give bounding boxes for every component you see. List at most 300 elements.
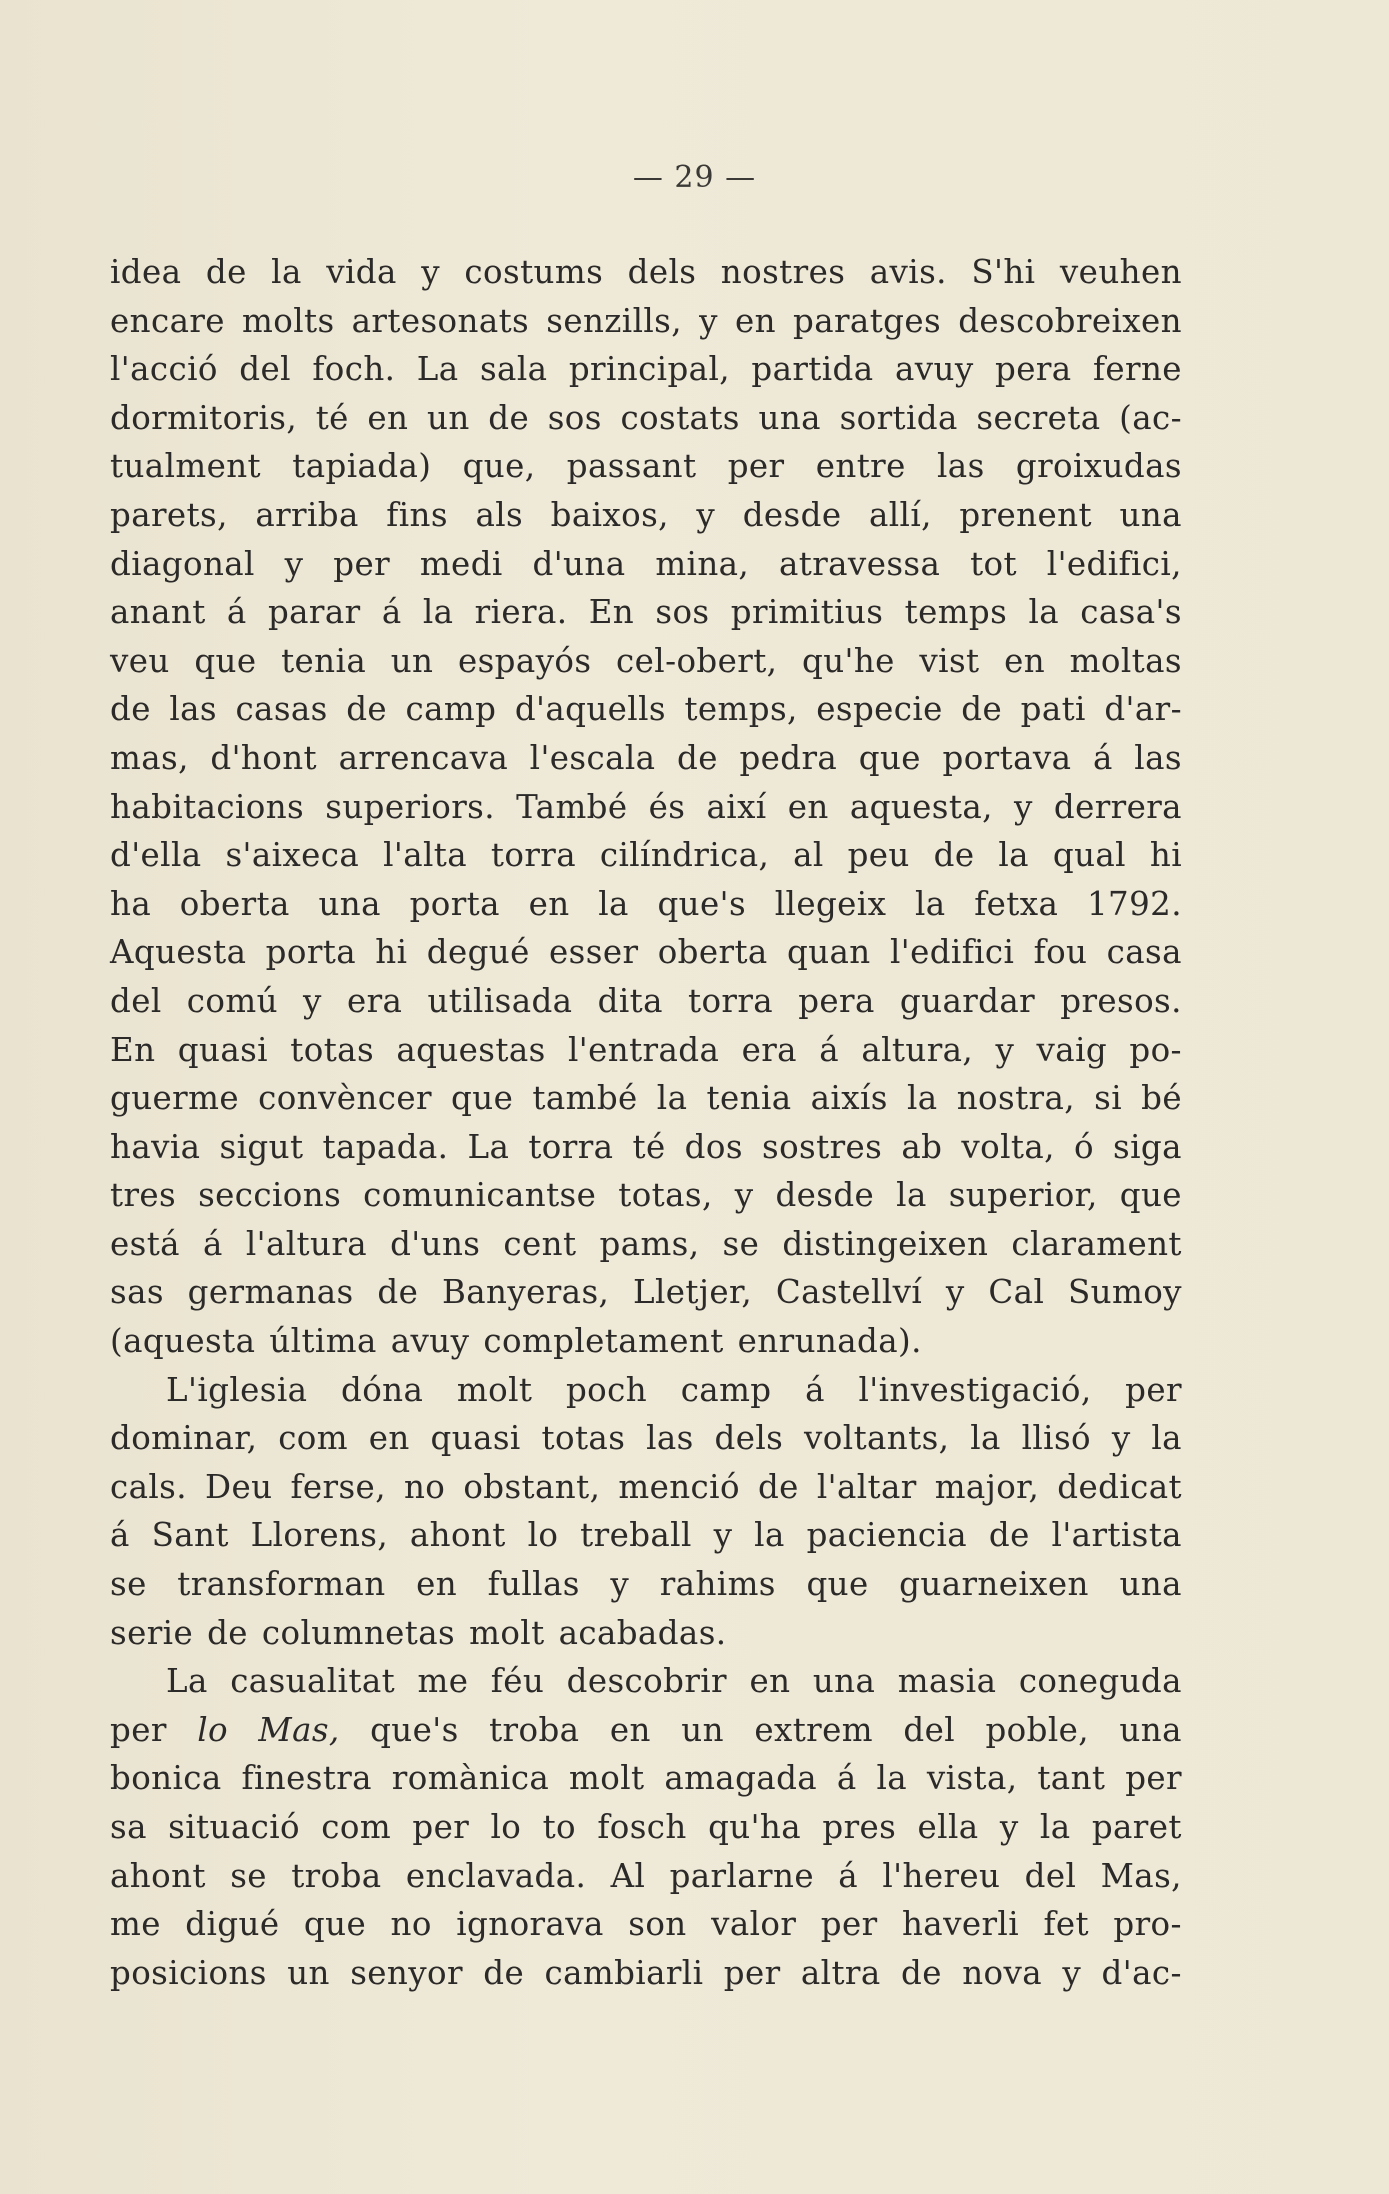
text-line: [110, 1026, 1182, 1075]
word: de: [488, 398, 530, 437]
word: bé: [1141, 1079, 1182, 1118]
word: de: [346, 690, 388, 729]
text-line: [110, 1317, 1182, 1366]
word: está: [110, 1224, 180, 1263]
word: un: [287, 1953, 330, 1992]
word: de: [377, 1273, 419, 1312]
word: á: [819, 1030, 840, 1069]
word: peu: [847, 836, 910, 875]
word: po-: [1129, 1030, 1182, 1069]
word: de: [110, 690, 151, 729]
word: aquestas: [396, 1030, 546, 1069]
word: la: [656, 1079, 688, 1118]
word: sigut: [219, 1127, 304, 1166]
text-line: [110, 1949, 1182, 1998]
text-line: [110, 1900, 1182, 1949]
word: per: [1125, 1370, 1182, 1409]
word: to: [542, 1808, 577, 1846]
word: en: [528, 884, 570, 923]
word: principal,: [568, 350, 730, 389]
word: á: [836, 1759, 857, 1798]
text-line: [110, 588, 1182, 637]
word: allí,: [868, 495, 932, 534]
word: així: [706, 787, 767, 826]
word: pera: [995, 350, 1072, 389]
word: idea: [110, 253, 182, 291]
text-line: [110, 977, 1182, 1026]
word: y: [421, 253, 440, 291]
word: columnetas: [261, 1613, 456, 1652]
word: y: [734, 1176, 754, 1215]
word: l'edifici,: [1046, 544, 1182, 583]
word: moltas: [1069, 641, 1182, 680]
word: convèncer: [258, 1079, 432, 1118]
word: á: [110, 1516, 130, 1555]
word: ha: [110, 884, 152, 923]
word: Sumoy: [1067, 1273, 1182, 1312]
word: tualment: [110, 447, 262, 486]
word: fou: [1033, 933, 1088, 972]
word: Mas,: [1100, 1856, 1182, 1895]
word: guarneixen: [899, 1565, 1089, 1604]
text-line: [110, 442, 1182, 491]
word: l'entrada: [568, 1030, 720, 1069]
word: una: [1119, 1565, 1182, 1604]
word: en: [367, 398, 409, 437]
word: llegeix: [774, 884, 887, 923]
word: veu: [110, 641, 170, 680]
word: presos.: [1060, 981, 1182, 1020]
word: la: [896, 1176, 927, 1215]
word: l'escala: [529, 738, 656, 777]
word: la: [422, 593, 454, 632]
word: ahont: [409, 1516, 506, 1555]
word: altura,: [861, 1030, 974, 1069]
word: acabadas.: [558, 1613, 727, 1652]
word: de: [933, 836, 975, 875]
word: La: [166, 1662, 208, 1701]
word: una: [1119, 1710, 1182, 1749]
word: quasi: [430, 1419, 521, 1458]
word: d'aquells: [514, 690, 666, 729]
word: amagada: [664, 1759, 818, 1798]
word: pera: [798, 981, 875, 1020]
word: d'ac-: [1101, 1953, 1182, 1992]
word: nostra,: [956, 1079, 1075, 1118]
word: per: [723, 1953, 781, 1992]
word: l'altura: [245, 1224, 368, 1263]
word: dominar,: [110, 1419, 258, 1458]
word: posicions: [110, 1953, 267, 1992]
word: nostres: [720, 253, 846, 291]
word: passant: [566, 447, 697, 486]
word: completament: [483, 1322, 724, 1361]
word: á: [203, 1224, 223, 1263]
word: rahims: [659, 1565, 776, 1604]
word: del: [1024, 1856, 1077, 1895]
word: serie: [110, 1613, 194, 1652]
word: d'hont: [210, 738, 318, 777]
word: y: [1111, 1419, 1131, 1458]
word: qual: [1052, 836, 1126, 875]
word: poch: [565, 1370, 648, 1409]
word: té: [632, 1127, 666, 1166]
word: del: [903, 1710, 956, 1749]
word: dos: [684, 1127, 743, 1166]
word: desde: [742, 495, 842, 534]
word: cent: [503, 1224, 577, 1263]
word: en: [416, 1565, 458, 1604]
text-line: [110, 1609, 1182, 1658]
word: de: [483, 1953, 525, 1992]
word: molt: [469, 1613, 545, 1652]
word: l'acció: [110, 350, 218, 389]
word: que's: [370, 1710, 459, 1749]
word: á: [805, 1370, 825, 1409]
word: un: [426, 398, 470, 437]
word: digué: [185, 1905, 280, 1944]
word: comunicantse: [363, 1176, 597, 1215]
word: secreta: [976, 398, 1101, 437]
word: de: [207, 1613, 248, 1652]
word: especie: [816, 690, 943, 729]
text-line: [110, 637, 1182, 686]
word: voltants,: [804, 1419, 950, 1458]
word: porta: [409, 884, 500, 923]
word: guardar: [899, 981, 1036, 1020]
word: fet: [1043, 1905, 1089, 1944]
word: dedicat: [1057, 1467, 1182, 1506]
word: la: [970, 1419, 1001, 1458]
word: una: [1119, 495, 1182, 534]
word: tenia: [706, 1079, 792, 1118]
word: Sant: [151, 1516, 229, 1555]
word: lo: [197, 1710, 228, 1749]
word: no: [390, 1905, 432, 1944]
word: poble,: [985, 1710, 1089, 1749]
word: que,: [462, 447, 536, 486]
word: guerme: [110, 1079, 239, 1118]
word: groixudas: [1015, 447, 1182, 486]
word: que: [451, 1079, 514, 1118]
word: descobreixen: [958, 301, 1182, 340]
word: sostres: [762, 1127, 883, 1166]
word: y: [1062, 1953, 1082, 1992]
word: en: [749, 1662, 791, 1701]
word: dita: [597, 981, 663, 1020]
word: una: [812, 1662, 876, 1701]
word: molt: [456, 1370, 533, 1409]
word: las: [1134, 738, 1182, 777]
word: pedra: [739, 738, 838, 777]
word: menció: [618, 1467, 740, 1506]
word: son: [628, 1905, 687, 1944]
word: Mas,: [258, 1710, 340, 1749]
word: tapiada): [292, 447, 432, 486]
word: En: [588, 593, 635, 632]
word: valor: [711, 1905, 797, 1944]
word: cals.: [110, 1467, 187, 1506]
word: que: [303, 1905, 367, 1944]
word: torra: [490, 836, 576, 875]
word: haverli: [901, 1905, 1019, 1944]
word: la: [754, 1516, 785, 1555]
text-line: [110, 1754, 1182, 1803]
word: fosch: [597, 1808, 687, 1846]
word: costats: [620, 398, 740, 437]
text-line: [110, 1657, 1182, 1706]
word: altra: [800, 1953, 881, 1992]
word: ferne: [1092, 350, 1182, 389]
word: clarament: [1011, 1224, 1182, 1263]
word: Banyeras,: [441, 1273, 610, 1312]
word: torra: [528, 1127, 614, 1166]
word: nova: [962, 1953, 1043, 1992]
word: vist: [919, 641, 980, 680]
word: l'investigació,: [858, 1370, 1092, 1409]
word: avis.: [869, 253, 947, 291]
word: S'hi: [971, 253, 1036, 291]
word: major,: [934, 1467, 1040, 1506]
word: y: [995, 1030, 1015, 1069]
word: costums: [464, 253, 604, 291]
word: s'aixeca: [225, 836, 360, 875]
word: riera.: [474, 593, 568, 632]
word: temps: [904, 593, 1008, 632]
word: prenent: [959, 495, 1092, 534]
word: llisó: [1021, 1419, 1092, 1458]
word: veuhen: [1059, 253, 1182, 291]
word: tenia: [281, 641, 367, 680]
word: com: [278, 1419, 348, 1458]
word: dóna: [341, 1370, 424, 1409]
word: enrunada).: [737, 1322, 922, 1361]
word: y: [1013, 787, 1033, 826]
word: y: [696, 495, 716, 534]
word: á: [381, 593, 402, 632]
word: senzills,: [546, 301, 682, 340]
word: Llorens,: [250, 1516, 389, 1555]
word: totas: [541, 1419, 626, 1458]
word: si: [1094, 1079, 1122, 1118]
word: del: [110, 981, 162, 1020]
word: que: [194, 641, 257, 680]
word: per: [110, 1710, 167, 1749]
word: parets,: [110, 495, 228, 534]
word: aquesta,: [849, 787, 993, 826]
word: del: [239, 350, 291, 389]
word: y: [713, 1516, 733, 1555]
word: torra: [688, 981, 774, 1020]
word: sa: [110, 1808, 147, 1846]
word: foch.: [312, 350, 396, 389]
word: pati: [1020, 690, 1086, 729]
word: féu: [490, 1662, 545, 1701]
word: dormitoris,: [110, 398, 298, 437]
word: anant: [110, 593, 206, 632]
text-line: [110, 1560, 1182, 1609]
word: oberta: [657, 933, 768, 972]
word: transforman: [177, 1565, 386, 1604]
word: extrem: [754, 1710, 873, 1749]
word: que: [1119, 1176, 1182, 1215]
word: y: [610, 1565, 630, 1604]
text-line: [110, 540, 1182, 589]
word: y: [945, 1273, 965, 1312]
word: en: [1004, 641, 1046, 680]
word: mas,: [110, 738, 189, 777]
word: als: [475, 495, 524, 534]
word: una: [758, 398, 821, 437]
word: descobrir: [566, 1662, 727, 1701]
word: finestra: [241, 1759, 372, 1798]
text-line: [110, 1706, 1182, 1755]
word: vaig: [1036, 1030, 1108, 1069]
text-line: [110, 345, 1182, 394]
word: casualitat: [230, 1662, 396, 1701]
word: cel-obert,: [616, 641, 778, 680]
word: las: [646, 1419, 694, 1458]
text-line: [110, 1511, 1182, 1560]
text-line: [110, 1366, 1182, 1415]
word: de: [961, 690, 1003, 729]
word: cilíndrica,: [599, 836, 770, 875]
word: era: [741, 1030, 797, 1069]
word: qu'ha: [708, 1808, 802, 1846]
word: és: [648, 787, 686, 826]
word: y: [303, 981, 322, 1020]
word: entre: [815, 447, 906, 486]
word: la: [906, 1079, 938, 1118]
word: ó: [1073, 1127, 1094, 1166]
word: en: [787, 787, 829, 826]
text-line: [110, 1268, 1182, 1317]
word: pro-: [1113, 1905, 1182, 1944]
word: superiors.: [325, 787, 495, 826]
word: masia: [897, 1662, 997, 1701]
word: á: [1092, 738, 1113, 777]
word: l'alta: [383, 836, 467, 875]
text-line: [110, 685, 1182, 734]
word: per: [820, 1905, 878, 1944]
text-line: [110, 394, 1182, 443]
word: la: [1028, 593, 1060, 632]
word: d'ar-: [1104, 690, 1182, 729]
word: dels: [627, 253, 697, 291]
word: utilisada: [427, 981, 573, 1020]
text-line: [110, 491, 1182, 540]
word: seccions: [198, 1176, 342, 1215]
word: la: [271, 253, 302, 291]
word: al: [793, 836, 824, 875]
word: la: [598, 884, 629, 923]
word: Al: [610, 1856, 646, 1895]
word: camp: [405, 690, 497, 729]
word: encare: [110, 301, 225, 340]
word: me: [417, 1662, 469, 1701]
word: la: [876, 1759, 908, 1798]
text-line: [110, 831, 1182, 880]
word: fullas: [487, 1565, 580, 1604]
word: artesonats: [351, 301, 530, 340]
word: Lletjer,: [633, 1273, 753, 1312]
word: la: [1151, 1419, 1182, 1458]
word: avuy: [390, 1322, 470, 1361]
word: y: [999, 1808, 1019, 1846]
word: superior,: [948, 1176, 1098, 1215]
word: derrera: [1053, 787, 1182, 826]
word: arriba: [255, 495, 359, 534]
word: oberta: [179, 884, 290, 923]
word: de: [901, 1953, 942, 1992]
body-text: [110, 248, 1182, 1997]
word: en: [368, 1419, 410, 1458]
word: coneguda: [1018, 1662, 1182, 1701]
word: á: [226, 593, 247, 632]
word: parar: [267, 593, 361, 632]
word: Castellví: [775, 1273, 923, 1312]
word: obstant,: [463, 1467, 601, 1506]
word: se: [722, 1224, 760, 1263]
word: Deu: [205, 1467, 273, 1506]
word: y: [284, 544, 304, 583]
word: camp: [680, 1370, 772, 1409]
word: de: [677, 738, 718, 777]
word: fins: [386, 495, 448, 534]
word: siga: [1113, 1127, 1182, 1166]
word: ahont: [110, 1856, 206, 1895]
word: atravessa: [778, 544, 941, 583]
word: arrencava: [338, 738, 509, 777]
word: temps,: [684, 690, 798, 729]
word: ferse,: [290, 1467, 386, 1506]
word: havia: [110, 1127, 201, 1166]
word: ella: [917, 1808, 979, 1846]
word: hi: [375, 933, 408, 972]
word: (aquesta: [110, 1322, 256, 1361]
word: se: [110, 1565, 147, 1604]
word: sas: [110, 1273, 164, 1312]
word: última: [269, 1322, 377, 1361]
word: era: [346, 981, 403, 1020]
word: paciencia: [806, 1516, 968, 1555]
text-line: [110, 1463, 1182, 1512]
word: en: [734, 301, 776, 340]
word: esser: [549, 933, 639, 972]
word: lo: [490, 1808, 522, 1846]
word: la: [915, 884, 946, 923]
word: Cal: [988, 1273, 1045, 1312]
word: per: [727, 447, 785, 486]
word: treball: [580, 1516, 692, 1555]
word: que: [858, 738, 921, 777]
word: me: [110, 1905, 161, 1944]
word: També: [516, 787, 628, 826]
word: també: [532, 1079, 638, 1118]
word: totas: [290, 1030, 375, 1069]
word: un: [681, 1710, 724, 1749]
word: primitius: [730, 593, 884, 632]
word: molt: [569, 1759, 645, 1798]
word: d'uns: [390, 1224, 481, 1263]
word: fetxa: [974, 884, 1059, 923]
word: pres: [822, 1808, 897, 1846]
word: sortida: [839, 398, 958, 437]
word: La: [467, 1127, 510, 1166]
word: casa: [1106, 933, 1182, 972]
word: l'edifici: [889, 933, 1015, 972]
word: per: [412, 1808, 470, 1846]
